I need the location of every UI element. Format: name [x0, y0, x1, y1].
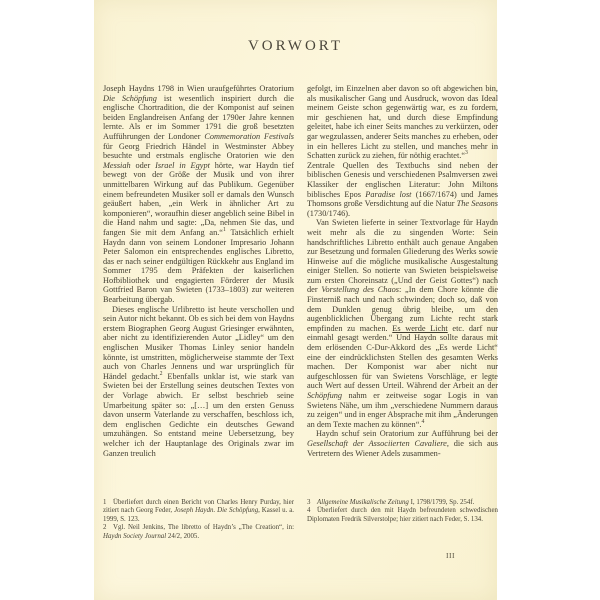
paragraph	[307, 161, 498, 219]
text-run: Israel in Egypt	[155, 160, 210, 170]
text-run: Überliefert durch den mit Haydn befreundeten schwedischen Diplomaten Fredrik Silverstolpe; hier zitiert nach Feder, S. 134.	[307, 507, 498, 523]
text-run: (1730/1746).	[307, 208, 351, 218]
footnote-ref: 2	[159, 371, 163, 378]
text-run: Joseph Haydns 1798 in Wien uraufgeführtes Oratorium	[103, 84, 294, 93]
left-column	[103, 84, 294, 490]
text-run: Schöpfung	[307, 391, 343, 400]
footnote-number: 2	[103, 524, 107, 532]
paragraph	[307, 218, 498, 429]
text-run: Gesellschaft der Associierten Cavaliere	[307, 438, 447, 448]
text-run: I, 1798/1799, Sp. 254f.	[408, 499, 475, 506]
page-number: III	[446, 551, 455, 560]
footnote	[103, 524, 294, 541]
text-run: Ebenfalls unklar ist, wie stark van Swieten bei der Erstellung seines deutschen Textes von der Vorlage abwich. Er selbst beschrieb seine Umarbeitung später so: „[…] um den ersten Genuss davon unserm Vaterlande zu verschaffen, beschloss ich, dem englischen Gedichte ein deutsches Gewand umzuhängen. So entstand meine Uebersetzung, bey welcher ich der Hauptanlage des Originals zwar im Ganzen treulich	[103, 371, 294, 458]
paragraph	[307, 429, 498, 458]
footnote	[307, 499, 498, 507]
footnote-number: 3	[307, 499, 311, 506]
text-run: The Seasons	[456, 199, 498, 209]
text-run: nahm er zeitweise sogar Logis in van Swietens Nähe, um ihm „verschiedene Nummern daraus zu zeigen“ und in enger Absprache mit ihm „Änderungen an dem Texte machen zu können“.	[307, 391, 498, 429]
text-run: Überliefert durch einen Bericht von Charles Henry Purday, hier zitiert nach Georg Feder,	[103, 499, 294, 515]
text-run: Messiah	[103, 160, 131, 170]
text-run: Es werde Licht	[392, 323, 448, 333]
text-run: hörte, war Haydn tief bewegt von der Größe der Musik und von ihrer unmittelbaren Wirkung auf das Publikum. Gegenüber einem befreundeten Musiker soll er damals den Wunsch geäußert haben, „ein Werk in ähnlicher Art zu komponieren“, woraufhin dieser angeblich seine Bibel in die Hand nahm und sagte: „Da, nehmen Sie das, und fangen Sie mit dem Anfang an.“	[103, 160, 294, 237]
footnotes-right	[307, 499, 498, 541]
text-run: , die sich aus Vertretern des Wiener Adels zusammen-	[307, 438, 498, 458]
footnote-number: 4	[307, 507, 311, 515]
footnote-ref: 4	[421, 419, 425, 426]
footnotes-left	[103, 499, 294, 541]
text-run: Haydn schuf sein Oratorium zur Aufführung bei der	[316, 429, 498, 439]
paragraph	[103, 305, 294, 459]
text-run: Joseph Haydn. Die Schöpfung	[174, 507, 259, 515]
text-run: Van Swieten lieferte in seiner Textvorlage für Haydn weit mehr als die zu singenden Worte: Sein handschriftliches Libretto enthält auch genaue Angaben zur Besetzung und formalen Gliederung des Werks sowie Hinweise auf die mögliche musikalische Ausgestaltung einiger Stellen. So notierte van Swieten beispielsweise zum ersten Choreinsatz („Und der Geist Gottes“) nach der	[307, 218, 498, 295]
text-run: Tatsächlich erhielt Haydn dann von seinem Londoner Impresario Johann Peter Salomon ein entsprechendes englisches Libretto, das er nach seiner endgültigen Rückkehr aus England im Sommer 1795 dem Präfekten der kaiserlichen Hofbibliothek und engagierten Förderer der Musik Gottfried Baron van Swieten (1733–1803) zur weiteren Bearbeitung übergab.	[103, 227, 294, 305]
text-run: Dieses englische Urlibretto ist heute verschollen und sein Autor nicht bekannt. Ob es sich bei dem von Haydns erstem Biographen Georg August Griesinger erwähnten, aber nicht zu identifizierenden Autor „Lidley“ um den englischen Musiker Thomas Linley senior handeln könnte, ist umstritten, möglicherweise stammte der Text auch von Charles Jennens und war ursprünglich für Händel gedacht.	[103, 304, 294, 381]
page-title: VORWORT	[247, 38, 344, 54]
footnote-number: 1	[103, 499, 107, 506]
text-run: etc. darf nur einmahl gesagt werden.“ Und Haydn sollte daraus mit dem erlösenden C-Dur-Akkord des „Es werde Licht“ eine der eindrücklichsten Stellen des gesamten Werks machen. Der Komponist war aber nicht nur aufgeschlossen für van Swietens Vorschläge, er legte auch Wert auf dessen Urteil. Während der Arbeit an der	[307, 323, 498, 391]
text-run: für Georg Friedrich Händel in Westminster Abbey besuchte und erstmals englische Oratorien wie den	[103, 141, 294, 161]
text-run: oder	[130, 160, 156, 170]
footnote	[307, 507, 498, 524]
text-run: Die Schöpfung	[103, 93, 157, 103]
text-run: Allgemeine Musikalische Zeitung	[317, 499, 409, 506]
book-page	[94, 0, 497, 600]
text-run: Commemoration Festivals	[204, 131, 294, 141]
text-run: , Kassel u. a. 1999, S. 123.	[103, 507, 294, 523]
footnote-ref: 3	[465, 150, 468, 157]
text-run: (1667/1674) und James Thomsons große Versdichtung auf die Natur	[307, 189, 498, 209]
paragraph	[307, 84, 498, 161]
right-column	[307, 84, 498, 490]
text-run: ist wesentlich inspiriert durch die englische Chortradition, die der Komponist auf seinen beiden Englandreisen Anfang der 1790er Jahre kennen lernte. Als er im Sommer 1791 die groß besetzten Aufführungen der Londoner	[103, 93, 294, 141]
footnote-ref: 1	[223, 227, 226, 234]
text-run: Vorstellung des Chaos	[321, 285, 399, 295]
text-columns	[103, 84, 498, 490]
text-run: Vgl. Neil Jenkins, The libretto of Haydn’s „The Creation“, in:	[113, 524, 294, 532]
footnote	[103, 499, 294, 524]
text-run: Paradise lost	[365, 189, 412, 199]
text-run: Zentrale Quellen des Textbuchs sind neben der biblischen Genesis und verschiedenen Psalmversen zwei Klassiker der englischen Literatur: John Miltons biblisches Epos	[307, 160, 498, 199]
paragraph	[103, 84, 294, 305]
text-run: gefolgt, im Einzelnen aber davon so oft abgewichen bin, als musikalischer Gang und Ausdruck, wovon das Ideal meinem Geiste schon gegenwärtig war, es zu fordern, mir geschienen hat, und durch diese Empfindung geleitet, habe ich einer Seits manches zu verkürzen, oder gar wegzulassen, anderer Seits manches zu erheben, oder in ein helleres Licht zu stellen, und manches mehr in Schatten zurück zu ziehen, für nöthig erachtet.“	[307, 84, 498, 161]
footnotes-section	[103, 499, 498, 541]
text-run: : „In dem Chore könnte die Finsterniß nach und nach schwinden; doch so, daß von dem Dunklen genug übrig bleibe, um den augenblicklichen Übergang zum Lichte recht stark empfinden zu machen.	[307, 285, 498, 333]
text-run: 24/2, 2005.	[166, 532, 200, 540]
text-run: Haydn Society Journal	[103, 532, 167, 540]
